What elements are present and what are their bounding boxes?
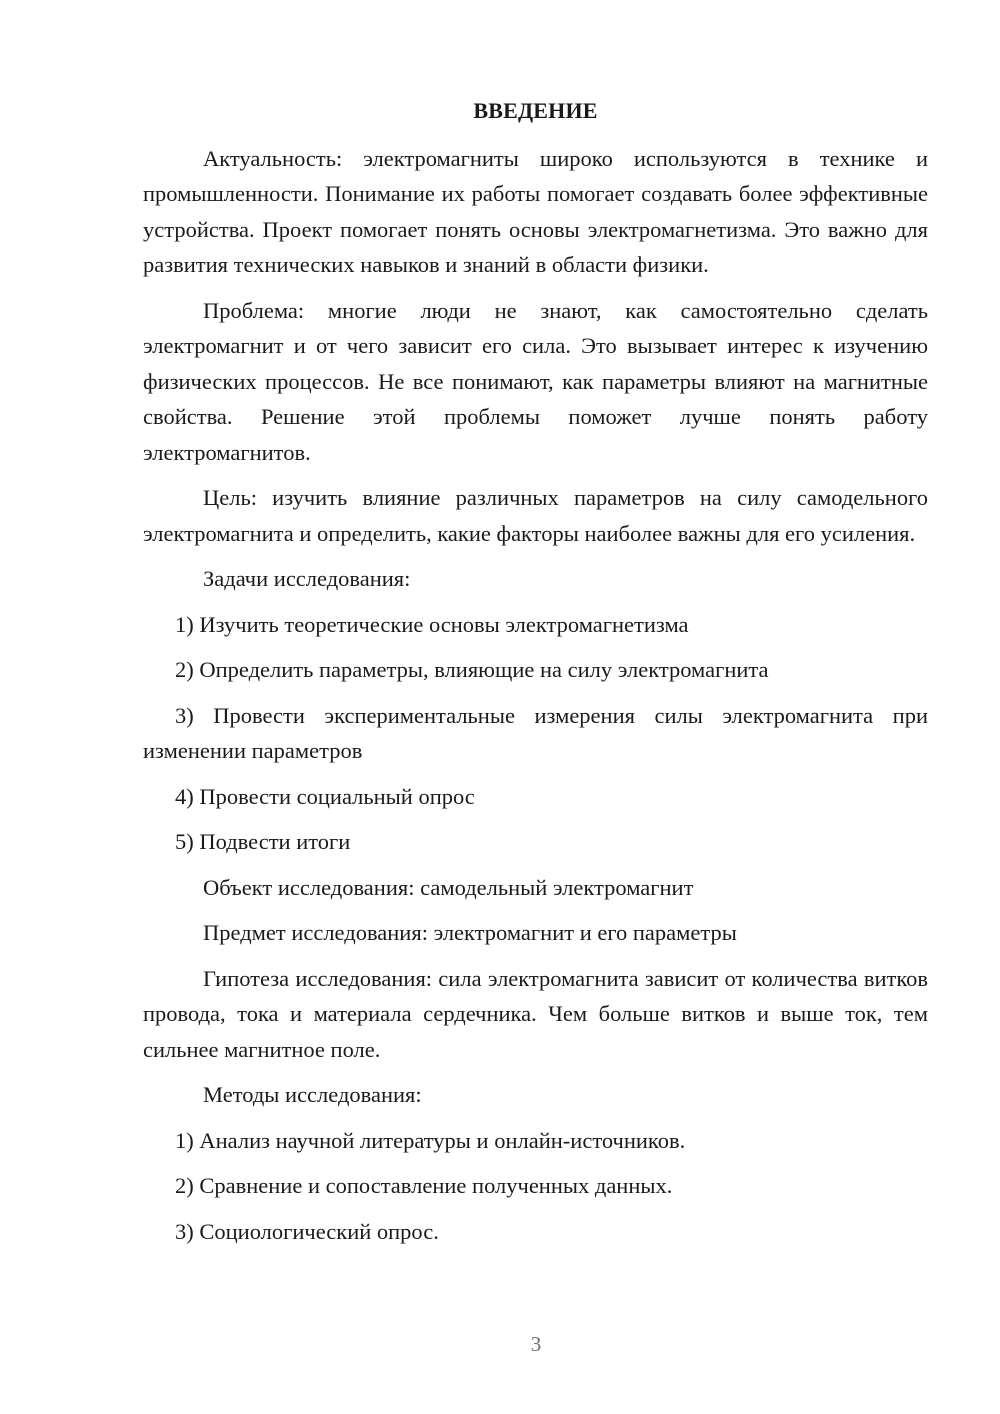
task-item: 4) Провести социальный опрос — [175, 783, 475, 809]
research-object: Объект исследования: самодельный электромагнит — [203, 874, 694, 900]
methods-heading: Методы исследования: — [203, 1082, 422, 1107]
goal-paragraph: Цель: изучить влияние различных параметров на силу самодельного электромагнита и определить, какие факторы наиболее важны для его усиления. — [143, 485, 928, 546]
hypothesis-paragraph: Гипотеза исследования: сила электромагнита зависит от количества витков провода, тока и материала сердечника. Чем больше витков и выше ток, тем сильнее магнитное поле. — [143, 965, 928, 1062]
task-item: 2) Определить параметры, влияющие на силу электромагнита — [175, 657, 769, 682]
method-item: 1) Анализ научной литературы и онлайн-источников. — [175, 1127, 686, 1153]
method-item: 3) Социологический опрос. — [175, 1218, 439, 1244]
task-item: 5) Подвести итоги — [175, 829, 351, 854]
task-item: 3) Провести экспериментальные измерения силы электромагнита при изменении параметров — [143, 702, 928, 763]
document-body — [143, 93, 928, 1259]
method-item: 2) Сравнение и сопоставление полученных данных. — [175, 1173, 673, 1198]
problem-paragraph: Проблема: многие люди не знают, как самостоятельно сделать электромагнит и от чего зависит его сила. Это вызывает интерес к изучению физических процессов. Не все понимают, как параметры влияют на магнитные свойства. Решение этой проблемы поможет лучше понять работу электромагнитов. — [143, 297, 928, 465]
relevance-paragraph: Актуальность: электромагниты широко используются в технике и промышленности. Понимание их работы помогает создавать более эффективные устройства. Проект помогает понять основы электромагнетизма. Это важно для развития технических навыков и знаний в области физики. — [143, 145, 928, 277]
research-subject: Предмет исследования: электромагнит и его параметры — [203, 920, 737, 945]
task-item: 1) Изучить теоретические основы электромагнетизма — [175, 611, 689, 637]
page-title: ВВЕДЕНИЕ — [473, 98, 598, 123]
page-number: 3 — [530, 1332, 542, 1356]
tasks-heading: Задачи исследования: — [203, 566, 411, 591]
